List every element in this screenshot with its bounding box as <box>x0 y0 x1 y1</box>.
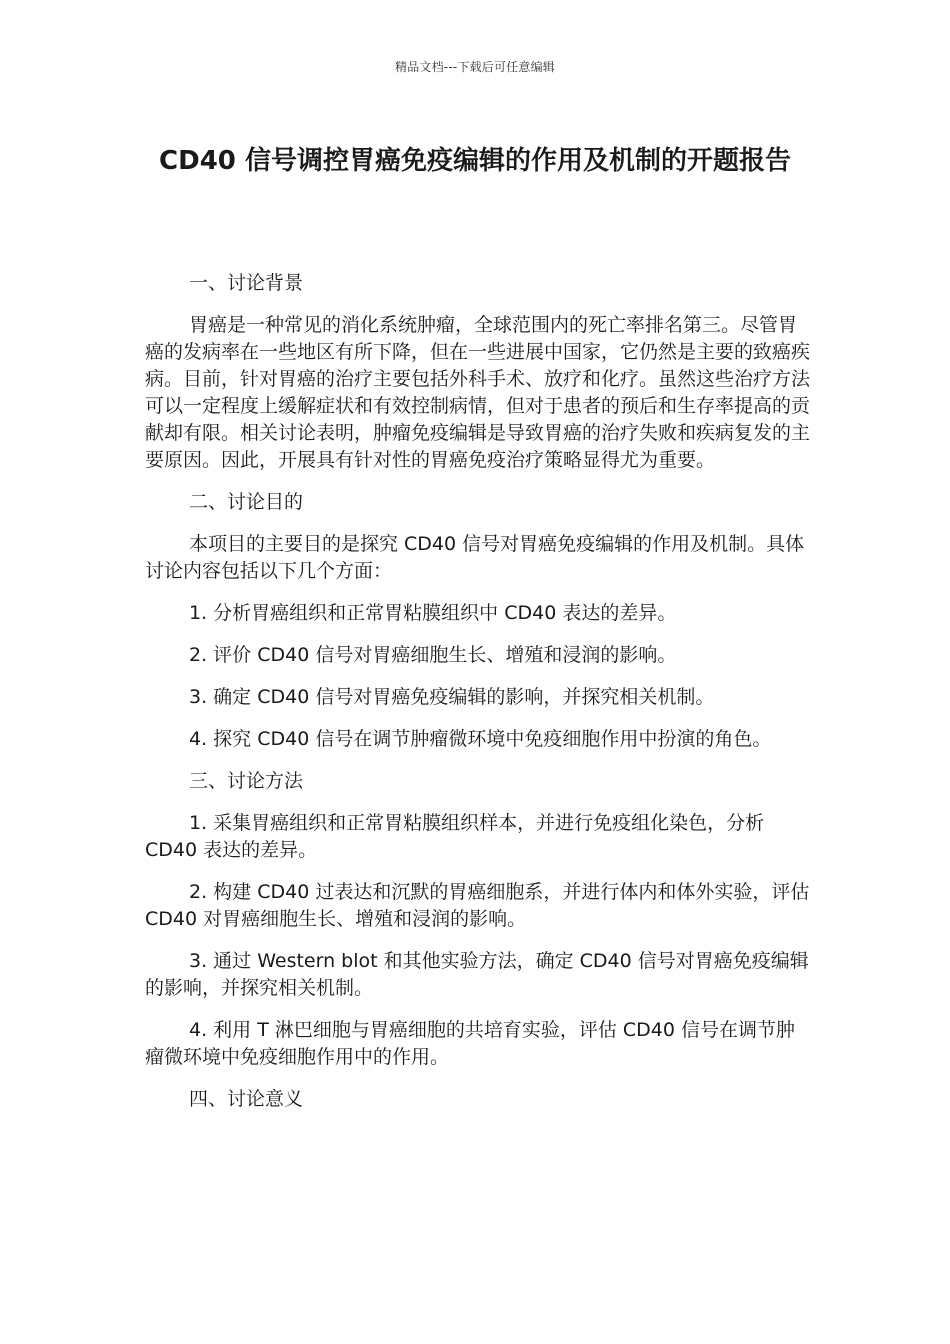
page-header: 精品文档---下载后可任意编辑 <box>395 60 555 74</box>
purpose-list-item: 3. 确定 CD40 信号对胃癌免疫编辑的影响，并探究相关机制。 <box>189 686 715 708</box>
purpose-list-item: 4. 探究 CD40 信号在调节肿瘤微环境中免疫细胞作用中扮演的角色。 <box>189 728 772 750</box>
section-heading-significance: 四、讨论意义 <box>189 1088 304 1110</box>
purpose-intro-paragraph: 本项目的主要目的是探究 CD40 信号对胃癌免疫编辑的作用及机制。具体讨论内容包括以下几个方面： <box>145 533 805 582</box>
section-heading-purpose: 二、讨论目的 <box>189 491 304 513</box>
section-heading-methods: 三、讨论方法 <box>189 770 304 792</box>
section-heading-background: 一、讨论背景 <box>189 272 304 294</box>
document-body <box>145 270 810 1128</box>
methods-list-item: 3. 通过 Western blot 和其他实验方法，确定 CD40 信号对胃癌免疫编辑的影响，并探究相关机制。 <box>145 950 809 999</box>
purpose-list-item: 1. 分析胃癌组织和正常胃粘膜组织中 CD40 表达的差异。 <box>189 602 677 624</box>
background-paragraph: 胃癌是一种常见的消化系统肿瘤，全球范围内的死亡率排名第三。尽管胃癌的发病率在一些地区有所下降，但在一些进展中国家，它仍然是主要的致癌疾病。目前，针对胃癌的治疗主要包括外科手术、放疗和化疗。虽然这些治疗方法可以一定程度上缓解症状和有效控制病情，但对于患者的预后和生存率提高的贡献却有限。相关讨论表明，肿瘤免疫编辑是导致胃癌的治疗失败和疾病复发的主要原因。因此，开展具有针对性的胃癌免疫治疗策略显得尤为重要。 <box>145 314 811 471</box>
methods-list-item: 2. 构建 CD40 过表达和沉默的胃癌细胞系，并进行体内和体外实验，评估 CD40 对胃癌细胞生长、增殖和浸润的影响。 <box>145 881 810 930</box>
methods-list-item: 1. 采集胃癌组织和正常胃粘膜组织样本，并进行免疫组化染色，分析 CD40 表达的差异。 <box>145 812 765 861</box>
purpose-list-item: 2. 评价 CD40 信号对胃癌细胞生长、增殖和浸润的影响。 <box>189 644 677 666</box>
document-title: CD40 信号调控胃癌免疫编辑的作用及机制的开题报告 <box>159 146 791 176</box>
methods-list-item: 4. 利用 T 淋巴细胞与胃癌细胞的共培育实验，评估 CD40 信号在调节肿瘤微环境中免疫细胞作用中的作用。 <box>145 1019 796 1068</box>
